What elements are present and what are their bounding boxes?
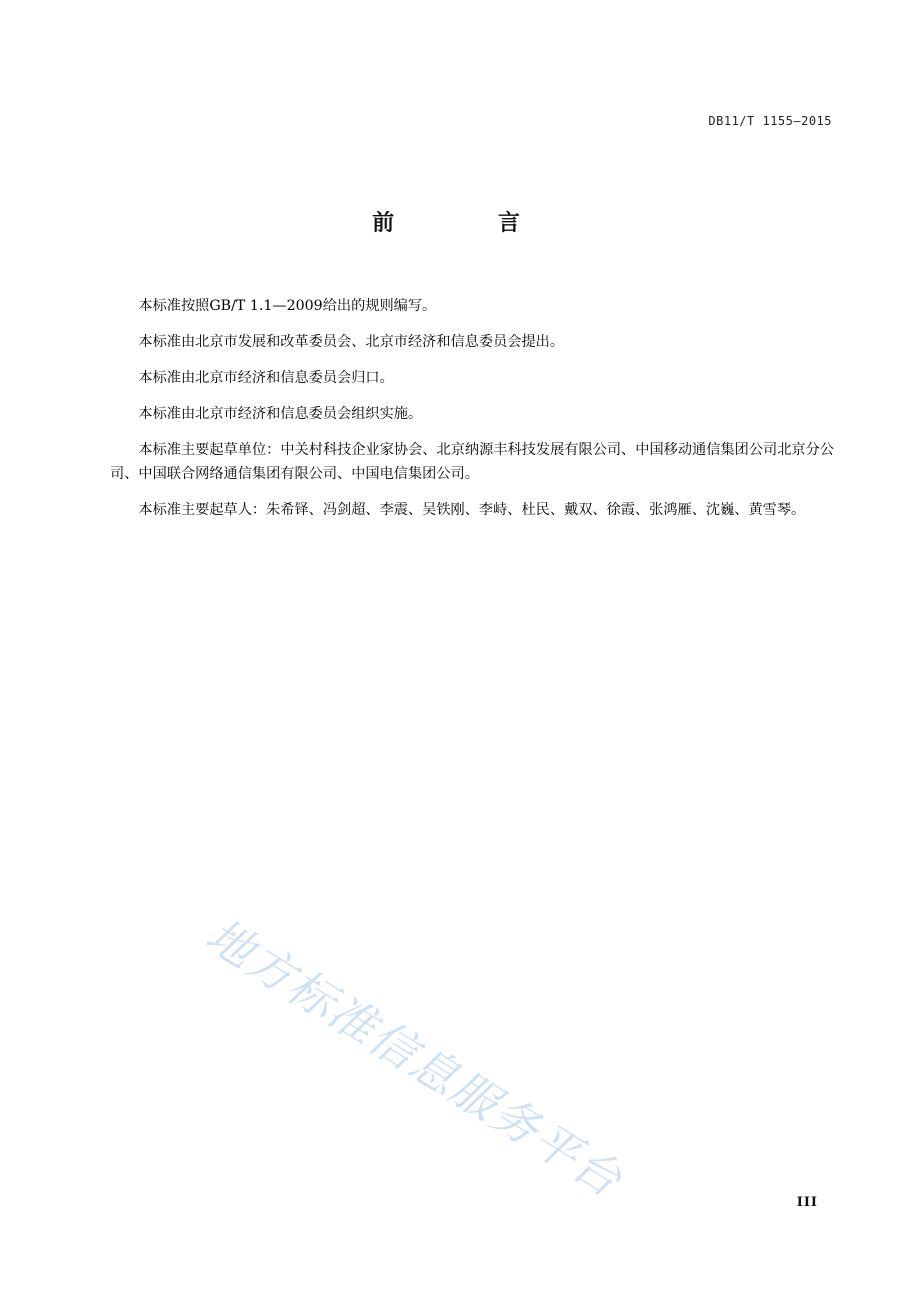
paragraph-centralized-management: 本标准由北京市经济和信息委员会归口。 bbox=[138, 370, 394, 386]
paragraph-drafting-rules: 本标准按照GB/T 1.1—2009给出的规则编写。 bbox=[138, 298, 437, 314]
page-title: 前 言 bbox=[372, 211, 568, 236]
paragraph-proposer: 本标准由北京市发展和改革委员会、北京市经济和信息委员会提出。 bbox=[138, 334, 565, 350]
foreword-body bbox=[110, 294, 834, 534]
paragraph-drafting-units: 本标准主要起草单位：中关村科技企业家协会、北京纳源丰科技发展有限公司、中国移动通信集团公司北京分公司、中国联合网络通信集团有限公司、中国电信集团公司。 bbox=[110, 442, 834, 482]
paragraph-drafters: 本标准主要起草人：朱希铎、冯剑超、李震、吴铁刚、李峙、杜民、戴双、徐霞、张鸿雁、沈巍、黄雪琴。 bbox=[138, 502, 806, 518]
document-code: DB11/T 1155—2015 bbox=[708, 114, 832, 128]
watermark: 地方标准信息服务平台 bbox=[196, 907, 633, 1208]
paragraph-implementation: 本标准由北京市经济和信息委员会组织实施。 bbox=[138, 406, 423, 422]
page-number: III bbox=[796, 1195, 818, 1210]
